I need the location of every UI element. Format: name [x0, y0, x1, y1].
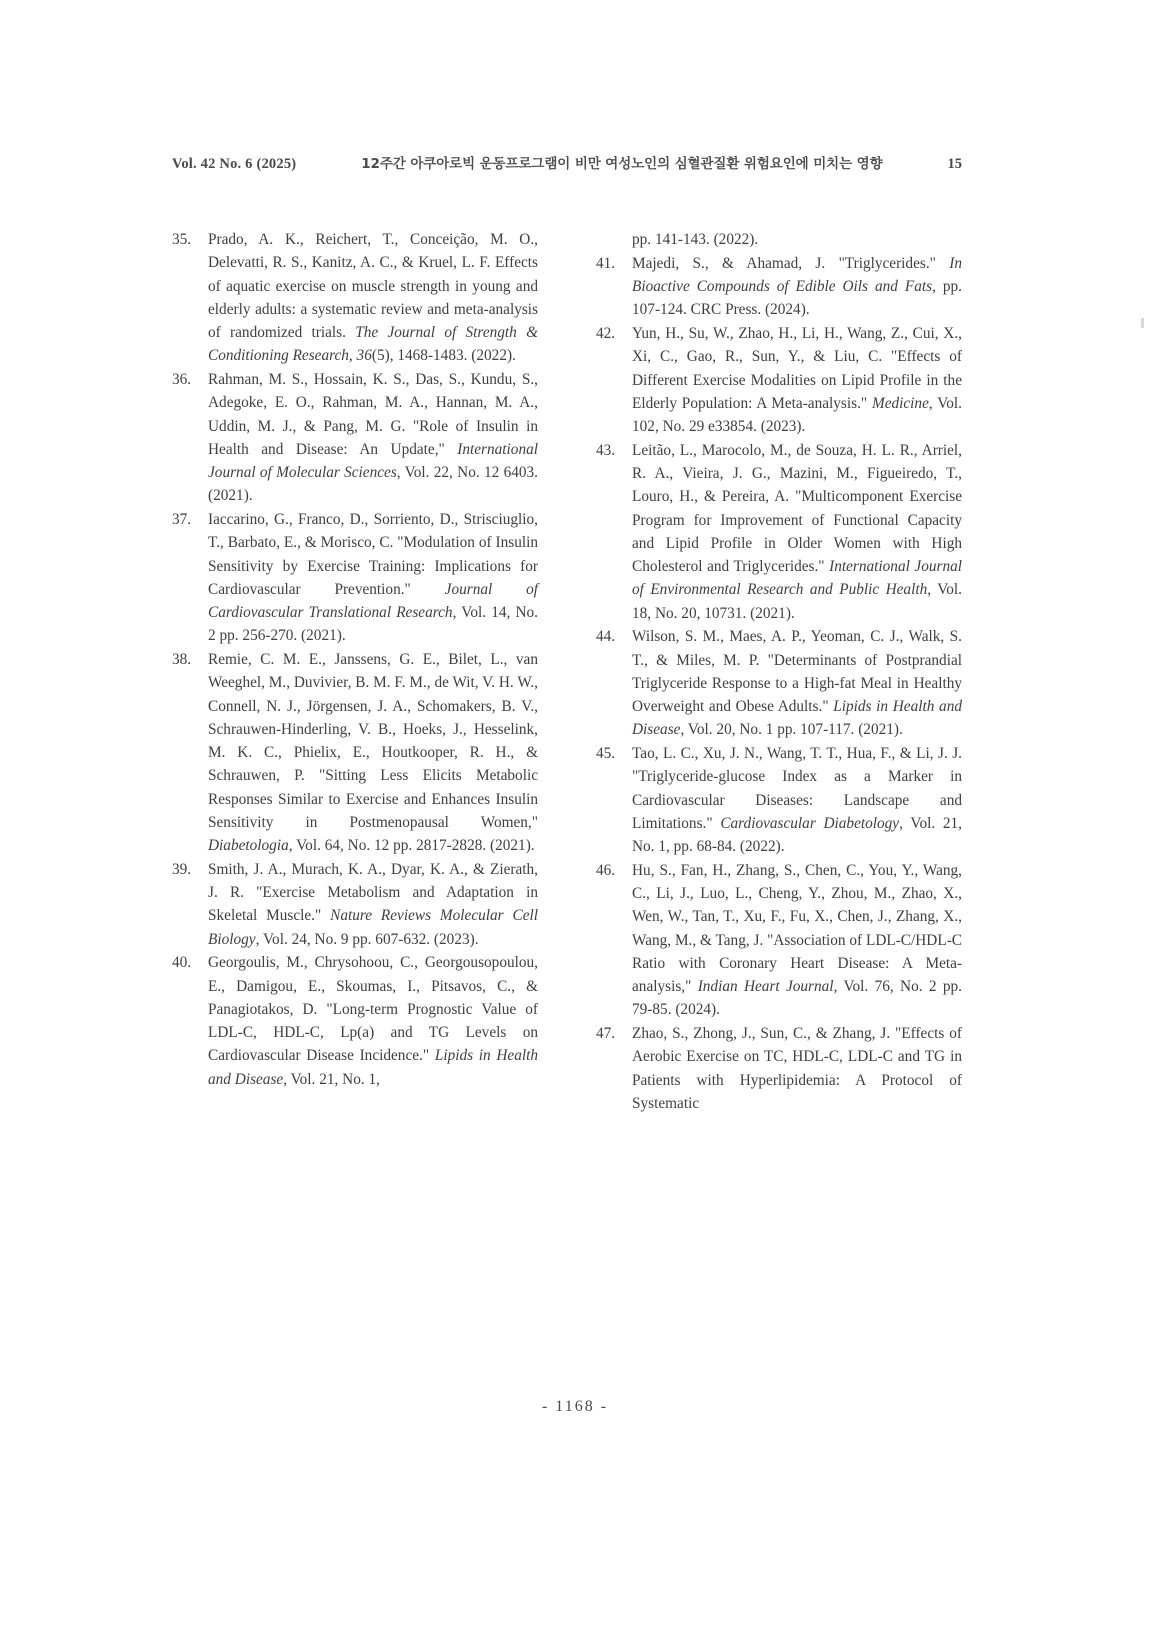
- reference-text-run: Rahman, M. S., Hossain, K. S., Das, S., Kundu, S., Adegoke, E. O., Rahman, M. A., Hannan, M. A., Uddin, M. J., & Pang, M. G. "Role of Insulin in Health and Disease: An Update,": [208, 371, 538, 458]
- running-head: [172, 152, 962, 174]
- reference-number: 40.: [172, 954, 192, 972]
- reference-entry: [596, 228, 962, 251]
- reference-entry: [172, 648, 538, 857]
- reference-text-run: pp. 141-143. (2022).: [632, 231, 759, 248]
- reference-entry: [596, 439, 962, 625]
- reference-columns: [172, 228, 962, 1116]
- reference-number: 37.: [172, 511, 192, 528]
- reference-text: [208, 648, 538, 857]
- reference-entry: [596, 252, 962, 322]
- left-column: [172, 228, 538, 1116]
- reference-text-run: Hu, S., Fan, H., Zhang, S., Chen, C., You, Y., Wang, C., Li, J., Luo, L., Cheng, Y., Zhou, M., Zhao, X., Wen, W., Tan, T., Xu, F., Fu, X., Chen, J., Zhang, X., Wang, M., & Tang, J. "Association of LDL-C/HDL-C Ratio with Coronary Heart Disease: A Meta-analysis,": [632, 861, 962, 995]
- reference-source-italic: Lipids in Health and Disease: [632, 698, 963, 739]
- journal-volume-issue: Vol. 42 No. 6 (2025): [172, 156, 297, 172]
- reference-text-run: Leitão, L., Marocolo, M., de Souza, H. L. R., Arriel, R. A., Vieira, J. G., Mazini, M., Figueiredo, T., Louro, H., & Pereira, A. "Multicomponent Exercise Program for Improvement of Functional Capacity and Lipid Profile in Older Women with High Cholesterol and Triglycerides.": [632, 441, 962, 575]
- reference-number: 43.: [596, 441, 616, 459]
- reference-text: [632, 439, 962, 625]
- reference-number: 42.: [596, 325, 616, 342]
- reference-text-run: Georgoulis, M., Chrysohoou, C., Georgousopoulou, E., Damigou, E., Skoumas, I., Pitsavos, C., & Panagiotakos, D. "Long-term Prognostic Value of LDL-C, HDL-C, Lp(a) and TG Levels on Cardiovascular Disease Incidence.": [208, 954, 538, 1065]
- scan-artifact: [1141, 318, 1144, 328]
- reference-text: [632, 859, 962, 1022]
- reference-text: [632, 228, 962, 251]
- reference-text-run: , Vol. 14, No. 2 pp. 256-270. (2021).: [208, 604, 539, 645]
- reference-text: [632, 1022, 962, 1115]
- reference-source-italic: Diabetologia: [208, 837, 289, 854]
- reference-source-italic: International Journal of Environmental Research and Public Health: [632, 558, 963, 599]
- reference-text-run: , Vol. 21, No. 1,: [283, 1070, 380, 1088]
- reference-list-left: [172, 228, 538, 1091]
- reference-list-right: [596, 228, 962, 1115]
- reference-number: 35.: [172, 231, 192, 248]
- reference-text-run: Prado, A. K., Reichert, T., Conceição, M. O., Delevatti, R. S., Kanitz, A. C., & Kruel, L. F. Effects of aquatic exercise on muscle strength in young and elderly adults: a systematic review and meta-analysis of randomized trials.: [208, 231, 538, 341]
- reference-text-run: (5), 1468-1483. (2022).: [371, 347, 516, 365]
- reference-text: [632, 625, 962, 741]
- reference-number: 41.: [596, 254, 616, 272]
- reference-text: [208, 858, 538, 951]
- reference-number: 45.: [596, 745, 616, 762]
- reference-entry: [596, 742, 962, 858]
- reference-source-italic: Indian Heart Journal: [697, 978, 834, 995]
- reference-number: 38.: [172, 651, 192, 668]
- reference-number: 39.: [172, 860, 192, 878]
- reference-number: 46.: [596, 861, 616, 879]
- reference-source-italic: Nature Reviews Molecular Cell Biology: [208, 907, 538, 948]
- reference-text-run: , Vol. 20, No. 1 pp. 107-117. (2021).: [680, 721, 903, 739]
- reference-text-run: Tao, L. C., Xu, J. N., Wang, T. T., Hua, F., & Li, J. J. "Triglyceride-glucose Index as a Marker in Cardiovascular Diseases: Landscape and Limitations.": [632, 745, 962, 832]
- reference-entry: [172, 858, 538, 951]
- reference-text-run: Iaccarino, G., Franco, D., Sorriento, D., Strisciuglio, T., Barbato, E., & Morisco, C. "Modulation of Insulin Sensitivity by Exercise Training: Implications for Cardiovascular Prevention.": [208, 511, 538, 598]
- article-running-title: 12주간 아쿠아로빅 운동프로그램이 비만 여성노인의 심혈관질환 위험요인에 미치는 영향: [361, 156, 883, 172]
- reference-text-run: , Vol. 76, No. 2 pp. 79-85. (2024).: [632, 978, 962, 1019]
- reference-text: [632, 742, 962, 858]
- reference-text-run: , Vol. 22, No. 12 6403. (2021).: [208, 464, 538, 505]
- page-folio: - 1168 -: [541, 1398, 609, 1415]
- reference-text-run: , Vol. 64, No. 12 pp. 2817-2828. (2021).: [288, 837, 535, 854]
- reference-entry: [596, 322, 962, 438]
- reference-text-run: , Vol. 21, No. 1, pp. 68-84. (2022).: [632, 814, 962, 855]
- reference-text: [632, 252, 962, 322]
- reference-text: [632, 322, 962, 438]
- reference-text-run: , Vol. 18, No. 20, 10731. (2021).: [632, 581, 962, 622]
- reference-source-italic: International Journal of Molecular Sciences: [208, 440, 538, 481]
- reference-number: 36.: [172, 371, 192, 388]
- reference-text-run: , pp. 107-124. CRC Press. (2024).: [632, 278, 962, 319]
- reference-text-run: Wilson, S. M., Maes, A. P., Yeoman, C. J., Walk, S. T., & Miles, M. P. "Determinants of Postprandial Triglyceride Response to a High-fat Meal in Healthy Overweight and Obese Adults.": [632, 628, 962, 715]
- reference-source-italic: Cardiovascular Diabetology: [720, 814, 900, 832]
- reference-source-italic: Medicine: [871, 394, 929, 412]
- reference-text-run: , Vol. 102, No. 29 e33854. (2023).: [632, 394, 963, 435]
- reference-source-italic: Lipids in Health and Disease: [208, 1047, 539, 1088]
- header-page-number: 15: [947, 156, 962, 172]
- reference-entry: [172, 951, 538, 1091]
- right-column: [596, 228, 962, 1116]
- reference-text: [208, 508, 538, 648]
- reference-entry: [596, 625, 962, 741]
- reference-text-run: Majedi, S., & Ahamad, J. "Triglycerides.": [632, 254, 950, 272]
- reference-source-italic: The Journal of Strength & Conditioning Research, 36: [208, 324, 538, 365]
- reference-source-italic: Journal of Cardiovascular Translational Research: [208, 580, 538, 621]
- reference-entry: [172, 228, 538, 368]
- reference-source-italic: In Bioactive Compounds of Edible Oils and Fats: [632, 254, 962, 295]
- reference-entry: [172, 508, 538, 648]
- reference-text: [208, 368, 538, 508]
- reference-number: 44.: [596, 628, 616, 646]
- reference-text-run: Zhao, S., Zhong, J., Sun, C., & Zhang, J. "Effects of Aerobic Exercise on TC, HDL-C, LDL-C and TG in Patients with Hyperlipidemia: A Protocol of Systematic: [632, 1025, 962, 1112]
- reference-text-run: Smith, J. A., Murach, K. A., Dyar, K. A., & Zierath, J. R. "Exercise Metabolism and Adaptation in Skeletal Muscle.": [208, 860, 538, 925]
- reference-number: 47.: [596, 1025, 616, 1042]
- reference-text-run: Remie, C. M. E., Janssens, G. E., Bilet, L., van Weeghel, M., Duvivier, B. M. F. M., de Wit, V. H. W., Connell, N. J., Jörgensen, J. A., Schomakers, B. V., Schrauwen-Hinderling, V. B., Hoeks, J., Hesselink, M. K. C., Phielix, E., Houtkooper, R. H., & Schrauwen, P. "Sitting Less Elicits Metabolic Responses Similar to Exercise and Enhances Insulin Sensitivity in Postmenopausal Women,": [208, 651, 538, 831]
- reference-text: [208, 228, 538, 368]
- reference-entry: [596, 859, 962, 1022]
- reference-entry: [172, 368, 538, 508]
- reference-text: [208, 951, 538, 1091]
- reference-text-run: Yun, H., Su, W., Zhao, H., Li, H., Wang, Z., Cui, X., Xi, C., Gao, R., Sun, Y., & Liu, C. "Effects of Different Exercise Modalities on Lipid Profile in the Elderly Population: A Meta-analysis.": [632, 325, 962, 412]
- reference-entry: [596, 1022, 962, 1115]
- reference-text-run: , Vol. 24, No. 9 pp. 607-632. (2023).: [255, 930, 479, 948]
